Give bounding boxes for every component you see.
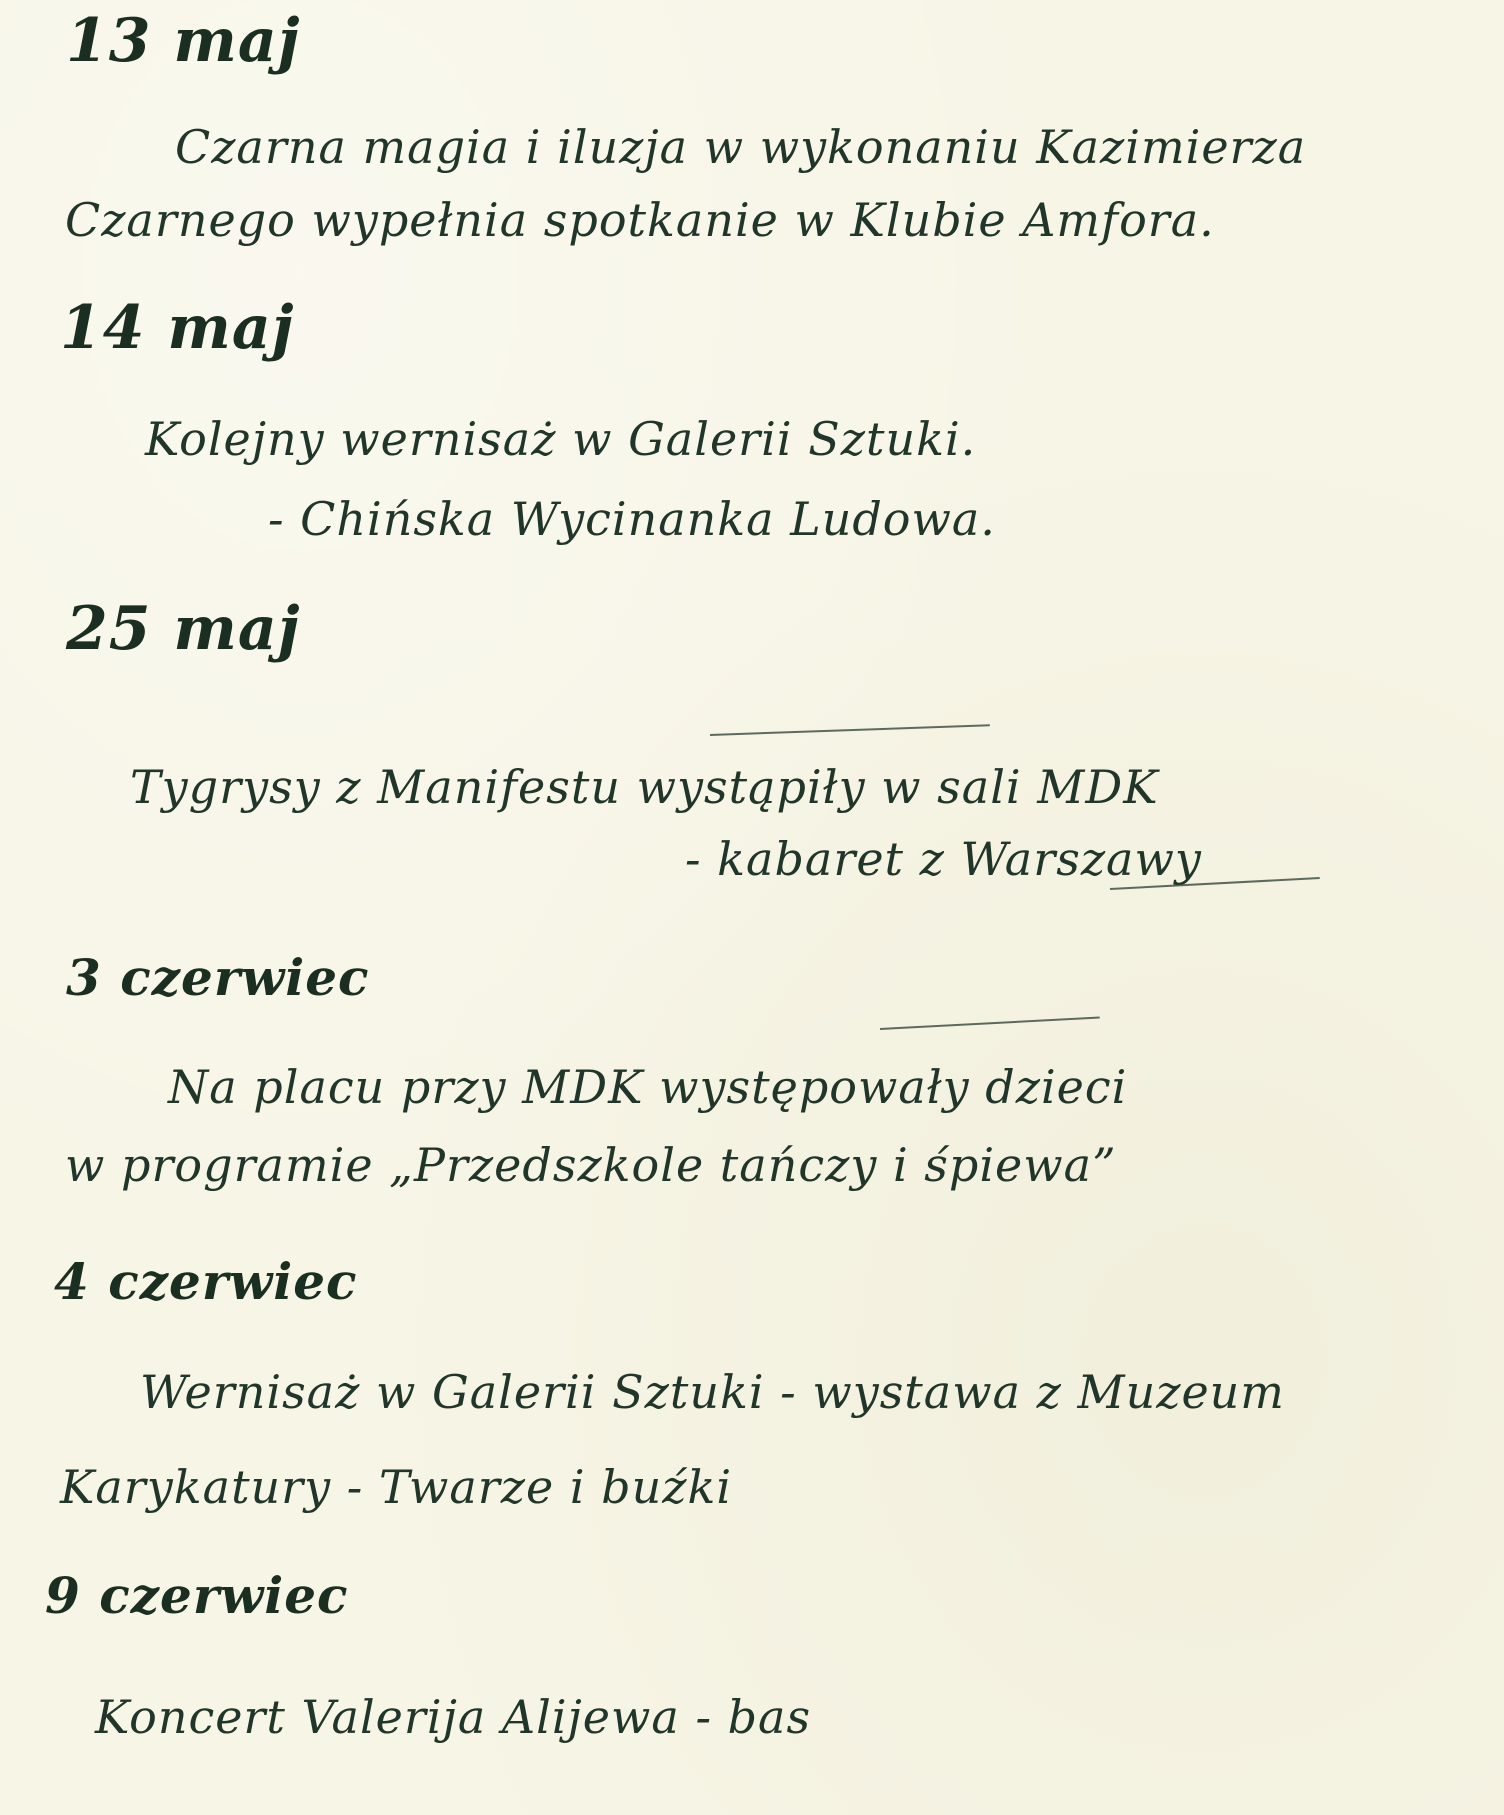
entry-text-line: Wernisaż w Galerii Sztuki - wystawa z Muzeum (140, 1365, 1285, 1419)
entry-date: 13 maj (66, 6, 301, 76)
entry-text-line: Koncert Valerija Alijewa - bas (95, 1690, 812, 1744)
entry-text-line: - Chińska Wycinanka Ludowa. (268, 492, 996, 546)
entry-date: 9 czerwiec (45, 1566, 349, 1625)
entry-text-line: Tygrysy z Manifestu wystąpiły w sali MDK (130, 760, 1159, 814)
decorative-overline (880, 1016, 1100, 1030)
entry-text-line: Karykatury - Twarze i buźki (60, 1460, 733, 1514)
entry-date: 25 maj (66, 594, 301, 664)
entry-text-line: Kolejny wernisaż w Galerii Sztuki. (145, 412, 977, 466)
entry-text-line: Czarna magia i iluzja w wykonaniu Kazimierza (175, 120, 1307, 174)
entry-date: 3 czerwiec (66, 948, 370, 1007)
entry-text-line: - kabaret z Warszawy (685, 832, 1202, 886)
entry-text-line: w programie „Przedszkole tańczy i śpiewa” (65, 1138, 1117, 1192)
decorative-overline (710, 724, 990, 736)
entry-text-line: Czarnego wypełnia spotkanie w Klubie Amfora. (65, 193, 1215, 247)
entry-date: 14 maj (60, 293, 295, 363)
entry-date: 4 czerwiec (54, 1252, 358, 1311)
entry-text-line: Na placu przy MDK występowały dzieci (168, 1060, 1128, 1114)
